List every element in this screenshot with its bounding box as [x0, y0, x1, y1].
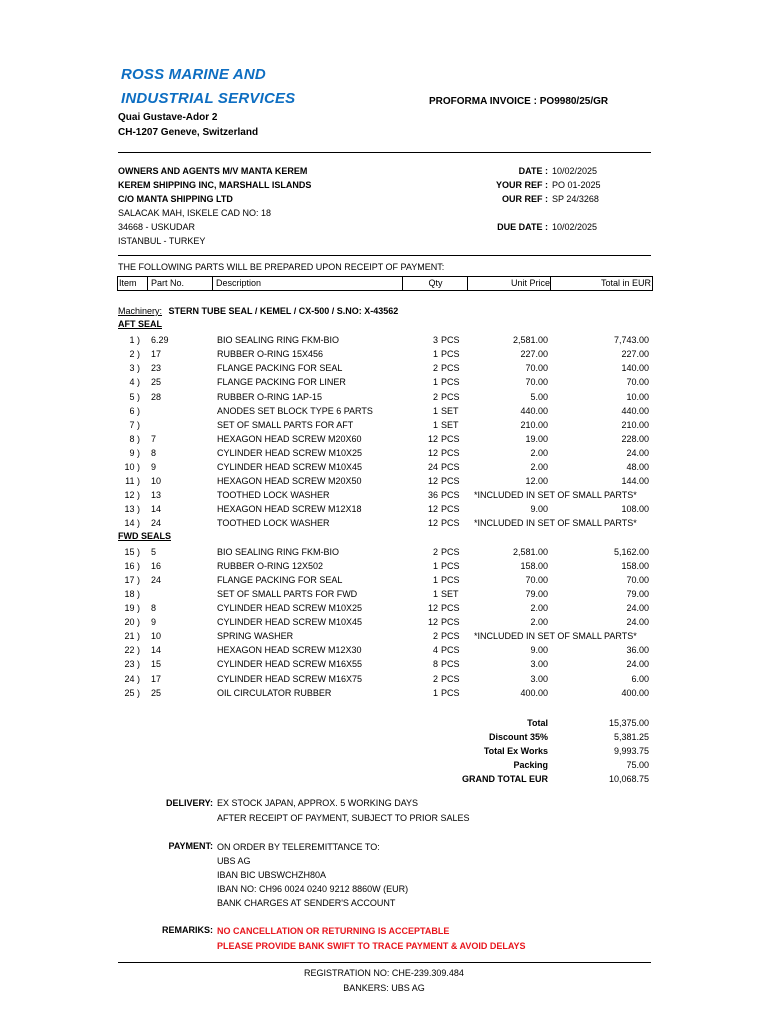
- item-number: 24 ): [124, 674, 140, 684]
- recipient-line2: KEREM SHIPPING INC, MARSHALL ISLANDS: [118, 180, 312, 190]
- item-quantity: 2: [432, 363, 438, 373]
- item-number: 25 ): [124, 688, 140, 698]
- item-note: *INCLUDED IN SET OF SMALL PARTS*: [474, 490, 637, 500]
- item-description: BIO SEALING RING FKM-BIO: [217, 335, 340, 345]
- remarks-label: REMARIKS:: [162, 925, 213, 935]
- our-ref-label: OUR REF :: [502, 194, 548, 204]
- item-quantity: 2: [432, 547, 438, 557]
- part-number: 17: [151, 674, 162, 684]
- item-description: OIL CIRCULATOR RUBBER: [217, 688, 332, 698]
- item-unit-price: 5.00: [530, 392, 548, 402]
- totals-value: 5,381.25: [613, 732, 649, 742]
- item-total: 70.00: [626, 575, 649, 585]
- item-quantity: 2: [432, 631, 438, 641]
- recipient-line6: ISTANBUL - TURKEY: [118, 236, 206, 246]
- item-number: 21 ): [124, 631, 140, 641]
- item-number: 8 ): [129, 434, 140, 444]
- item-total: 24.00: [626, 617, 649, 627]
- footer-divider: [118, 962, 651, 963]
- item-description: HEXAGON HEAD SCREW M12X30: [217, 645, 362, 655]
- totals-value: 9,993.75: [613, 746, 649, 756]
- payment-line1: ON ORDER BY TELEREMITTANCE TO:: [217, 842, 380, 852]
- item-quantity: 12: [427, 448, 438, 458]
- table-row: [0, 686, 768, 700]
- item-number: 14 ): [124, 518, 140, 528]
- table-row: [0, 432, 768, 446]
- part-number: 15: [151, 659, 162, 669]
- item-number: 2 ): [129, 349, 140, 359]
- part-number: 24: [151, 518, 162, 528]
- item-description: BIO SEALING RING FKM-BIO: [217, 547, 340, 557]
- table-row: [0, 573, 768, 587]
- item-description: RUBBER O-RING 15X456: [217, 349, 324, 359]
- item-unit: PCS: [441, 561, 460, 571]
- item-total: 10.00: [626, 392, 649, 402]
- table-row: [0, 404, 768, 418]
- company-address-line2: CH-1207 Geneve, Switzerland: [118, 127, 259, 138]
- item-number: 9 ): [129, 448, 140, 458]
- item-total: 70.00: [626, 377, 649, 387]
- item-unit-price: 2.00: [530, 617, 548, 627]
- table-row: [0, 333, 768, 347]
- item-unit: SET: [441, 406, 459, 416]
- part-number: 16: [151, 561, 162, 571]
- item-unit-price: 70.00: [525, 377, 548, 387]
- item-description: HEXAGON HEAD SCREW M20X50: [217, 476, 362, 486]
- item-number: 16 ): [124, 561, 140, 571]
- item-number: 17 ): [124, 575, 140, 585]
- delivery-line2: AFTER RECEIPT OF PAYMENT, SUBJECT TO PRIOR SALES: [217, 813, 470, 823]
- item-number: 10 ): [124, 462, 140, 472]
- table-row: [0, 488, 768, 502]
- item-description: CYLINDER HEAD SCREW M16X55: [217, 659, 363, 669]
- table-row: [0, 516, 768, 530]
- totals-label: Total Ex Works: [483, 746, 548, 756]
- item-unit: PCS: [441, 434, 460, 444]
- item-quantity: 4: [432, 645, 438, 655]
- table-row: [0, 601, 768, 615]
- item-unit: SET: [441, 589, 459, 599]
- item-description: SET OF SMALL PARTS FOR AFT: [217, 420, 354, 430]
- delivery-line1: EX STOCK JAPAN, APPROX. 5 WORKING DAYS: [217, 798, 419, 808]
- item-total: 140.00: [621, 363, 649, 373]
- part-number: 6.29: [151, 335, 169, 345]
- item-description: RUBBER O-RING 12X502: [217, 561, 324, 571]
- item-quantity: 36: [427, 490, 438, 500]
- table-row: [0, 615, 768, 629]
- item-description: CYLINDER HEAD SCREW M10X45: [217, 462, 363, 472]
- col-unit-price: Unit Price: [467, 277, 550, 290]
- table-row: [0, 390, 768, 404]
- table-row: [0, 375, 768, 389]
- payment-label: PAYMENT:: [168, 841, 213, 851]
- item-unit: PCS: [441, 377, 460, 387]
- item-total: 210.00: [621, 420, 649, 430]
- item-unit: PCS: [441, 335, 460, 345]
- part-number: 25: [151, 688, 162, 698]
- item-total: 400.00: [621, 688, 649, 698]
- recipient-divider: [118, 255, 651, 256]
- item-unit: PCS: [441, 476, 460, 486]
- table-row: [0, 657, 768, 671]
- item-total: 24.00: [626, 448, 649, 458]
- payment-line2: UBS AG: [217, 856, 251, 866]
- machinery-line: [118, 306, 398, 316]
- item-unit: PCS: [441, 518, 460, 528]
- item-unit-price: 400.00: [520, 688, 548, 698]
- item-unit: PCS: [441, 575, 460, 585]
- item-description: CYLINDER HEAD SCREW M16X75: [217, 674, 363, 684]
- item-total: 79.00: [626, 589, 649, 599]
- item-quantity: 12: [427, 476, 438, 486]
- item-description: CYLINDER HEAD SCREW M10X25: [217, 448, 363, 458]
- item-unit-price: 3.00: [530, 674, 548, 684]
- item-unit: PCS: [441, 603, 460, 613]
- item-unit-price: 2,581.00: [512, 547, 548, 557]
- table-row: [0, 474, 768, 488]
- item-unit-price: 2.00: [530, 603, 548, 613]
- item-unit: PCS: [441, 688, 460, 698]
- machinery-value: STERN TUBE SEAL / KEMEL / CX-500 / S.NO: X-43562: [168, 306, 399, 316]
- item-unit: SET: [441, 420, 459, 430]
- item-unit: PCS: [441, 462, 460, 472]
- item-description: SET OF SMALL PARTS FOR FWD: [217, 589, 358, 599]
- part-number: 23: [151, 363, 162, 373]
- part-number: 5: [151, 547, 157, 557]
- item-unit: PCS: [441, 674, 460, 684]
- col-part: Part No.: [147, 277, 184, 290]
- recipient-line3: C/O MANTA SHIPPING LTD: [118, 194, 233, 204]
- item-total: 227.00: [621, 349, 649, 359]
- item-unit-price: 70.00: [525, 575, 548, 585]
- item-unit: PCS: [441, 659, 460, 669]
- item-unit: PCS: [441, 547, 460, 557]
- item-total: 440.00: [621, 406, 649, 416]
- remarks-line1: NO CANCELLATION OR RETURNING IS ACCEPTABLE: [217, 926, 450, 936]
- item-total: 24.00: [626, 659, 649, 669]
- table-row: [0, 460, 768, 474]
- table-row: [0, 629, 768, 643]
- item-unit-price: 12.00: [525, 476, 548, 486]
- item-total: 36.00: [626, 645, 649, 655]
- part-number: 9: [151, 462, 157, 472]
- table-row: [0, 587, 768, 601]
- table-row: [0, 446, 768, 460]
- table-row: [0, 361, 768, 375]
- invoice-title: PROFORMA INVOICE : PO9980/25/GR: [429, 96, 609, 107]
- item-number: 19 ): [124, 603, 140, 613]
- part-number: 10: [151, 631, 162, 641]
- part-number: 14: [151, 645, 162, 655]
- item-total: 108.00: [621, 504, 649, 514]
- totals-label: GRAND TOTAL EUR: [461, 774, 548, 784]
- item-unit-price: 70.00: [525, 363, 548, 373]
- item-description: FLANGE PACKING FOR SEAL: [217, 575, 343, 585]
- part-number: 17: [151, 349, 162, 359]
- part-number: 13: [151, 490, 162, 500]
- part-number: 8: [151, 448, 157, 458]
- totals-label: Packing: [513, 760, 548, 770]
- recipient-line1: OWNERS AND AGENTS M/V MANTA KEREM: [118, 166, 308, 176]
- item-description: ANODES SET BLOCK TYPE 6 PARTS: [217, 406, 373, 416]
- header-divider: [118, 152, 651, 153]
- item-total: 5,162.00: [613, 547, 649, 557]
- item-description: RUBBER O-RING 1AP-15: [217, 392, 323, 402]
- machinery-label: Machinery:: [118, 306, 163, 316]
- due-date-label: DUE DATE :: [497, 222, 548, 232]
- item-unit-price: 9.00: [530, 645, 548, 655]
- table-row: [0, 545, 768, 559]
- company-name-line1: ROSS MARINE AND: [121, 66, 266, 83]
- part-number: 25: [151, 377, 162, 387]
- item-quantity: 12: [427, 504, 438, 514]
- col-qty: Qty: [402, 277, 468, 290]
- item-quantity: 2: [432, 392, 438, 402]
- item-total: 158.00: [621, 561, 649, 571]
- item-unit-price: 210.00: [520, 420, 548, 430]
- section-title: AFT SEAL: [118, 319, 162, 329]
- item-quantity: 1: [432, 561, 438, 571]
- item-unit: PCS: [441, 363, 460, 373]
- recipient-line4: SALACAK MAH, ISKELE CAD NO: 18: [118, 208, 272, 218]
- our-ref-value: SP 24/3268: [552, 194, 599, 204]
- table-row: [0, 672, 768, 686]
- item-number: 6 ): [129, 406, 140, 416]
- item-unit-price: 227.00: [520, 349, 548, 359]
- item-description: HEXAGON HEAD SCREW M12X18: [217, 504, 362, 514]
- part-number: 24: [151, 575, 162, 585]
- item-description: TOOTHED LOCK WASHER: [217, 518, 330, 528]
- item-quantity: 1: [432, 688, 438, 698]
- payment-line4: IBAN NO: CH96 0024 0240 9212 8860W (EUR): [217, 884, 409, 894]
- table-row: [0, 502, 768, 516]
- item-description: FLANGE PACKING FOR SEAL: [217, 363, 343, 373]
- item-quantity: 1: [432, 420, 438, 430]
- totals-value: 10,068.75: [608, 774, 649, 784]
- item-unit: PCS: [441, 392, 460, 402]
- company-address-line1: Quai Gustave-Ador 2: [118, 112, 218, 123]
- part-number: 10: [151, 476, 162, 486]
- item-number: 7 ): [129, 420, 140, 430]
- table-row: [0, 347, 768, 361]
- due-date-value: 10/02/2025: [552, 222, 598, 232]
- item-unit-price: 3.00: [530, 659, 548, 669]
- item-unit: PCS: [441, 448, 460, 458]
- item-number: 20 ): [124, 617, 140, 627]
- item-quantity: 3: [432, 335, 438, 345]
- payment-line5: BANK CHARGES AT SENDER'S ACCOUNT: [217, 898, 396, 908]
- item-quantity: 12: [427, 617, 438, 627]
- col-desc: Description: [212, 277, 261, 290]
- item-number: 12 ): [124, 490, 140, 500]
- item-number: 13 ): [124, 504, 140, 514]
- item-number: 4 ): [129, 377, 140, 387]
- part-number: 9: [151, 617, 157, 627]
- item-unit-price: 2,581.00: [512, 335, 548, 345]
- date-label: DATE :: [518, 166, 548, 176]
- table-row: [0, 418, 768, 432]
- item-number: 5 ): [129, 392, 140, 402]
- item-description: CYLINDER HEAD SCREW M10X25: [217, 603, 363, 613]
- item-unit: PCS: [441, 631, 460, 641]
- item-number: 11 ): [125, 476, 140, 486]
- item-quantity: 1: [432, 589, 438, 599]
- item-number: 3 ): [129, 363, 140, 373]
- table-row: [0, 559, 768, 573]
- item-unit: PCS: [441, 349, 460, 359]
- remarks-line2: PLEASE PROVIDE BANK SWIFT TO TRACE PAYMENT & AVOID DELAYS: [217, 941, 526, 951]
- part-number: 14: [151, 504, 162, 514]
- item-quantity: 8: [432, 659, 438, 669]
- item-unit: PCS: [441, 490, 460, 500]
- item-description: CYLINDER HEAD SCREW M10X45: [217, 617, 363, 627]
- item-unit-price: 19.00: [525, 434, 548, 444]
- part-number: 8: [151, 603, 157, 613]
- your-ref-value: PO 01-2025: [552, 180, 601, 190]
- item-number: 22 ): [124, 645, 140, 655]
- item-unit-price: 9.00: [530, 504, 548, 514]
- table-row: [0, 643, 768, 657]
- item-quantity: 12: [427, 434, 438, 444]
- item-note: *INCLUDED IN SET OF SMALL PARTS*: [474, 518, 637, 528]
- item-total: 228.00: [621, 434, 649, 444]
- recipient-line5: 34668 - USKUDAR: [118, 222, 196, 232]
- item-unit: PCS: [441, 504, 460, 514]
- delivery-label: DELIVERY:: [165, 798, 213, 808]
- section-title: FWD SEALS: [118, 531, 171, 541]
- item-quantity: 1: [432, 349, 438, 359]
- date-value: 10/02/2025: [552, 166, 598, 176]
- item-quantity: 2: [432, 674, 438, 684]
- item-quantity: 1: [432, 575, 438, 585]
- item-unit: PCS: [441, 645, 460, 655]
- item-quantity: 1: [432, 377, 438, 387]
- item-quantity: 12: [427, 518, 438, 528]
- item-number: 15 ): [124, 547, 140, 557]
- item-number: 23 ): [124, 659, 140, 669]
- item-unit-price: 440.00: [520, 406, 548, 416]
- item-unit-price: 158.00: [520, 561, 548, 571]
- item-description: HEXAGON HEAD SCREW M20X60: [217, 434, 362, 444]
- item-total: 6.00: [631, 674, 649, 684]
- item-total: 144.00: [621, 476, 649, 486]
- part-number: 7: [151, 434, 157, 444]
- your-ref-label: YOUR REF :: [495, 180, 548, 190]
- item-quantity: 1: [432, 406, 438, 416]
- totals-value: 75.00: [626, 760, 649, 770]
- item-quantity: 12: [427, 603, 438, 613]
- totals-label: Discount 35%: [488, 732, 548, 742]
- bankers: BANKERS: UBS AG: [343, 983, 425, 993]
- item-description: FLANGE PACKING FOR LINER: [217, 377, 346, 387]
- item-unit-price: 2.00: [530, 462, 548, 472]
- totals-value: 15,375.00: [608, 718, 649, 728]
- item-note: *INCLUDED IN SET OF SMALL PARTS*: [474, 631, 637, 641]
- intro-text: THE FOLLOWING PARTS WILL BE PREPARED UPON RECEIPT OF PAYMENT:: [118, 262, 445, 272]
- item-total: 7,743.00: [613, 335, 649, 345]
- col-total: Total in EUR: [550, 277, 651, 290]
- payment-line3: IBAN BIC UBSWCHZH80A: [217, 870, 327, 880]
- item-number: 1 ): [129, 335, 140, 345]
- registration-number: REGISTRATION NO: CHE-239.309.484: [304, 968, 464, 978]
- item-quantity: 24: [427, 462, 438, 472]
- item-total: 24.00: [626, 603, 649, 613]
- item-unit-price: 2.00: [530, 448, 548, 458]
- company-name-line2: INDUSTRIAL SERVICES: [121, 90, 296, 107]
- item-total: 48.00: [626, 462, 649, 472]
- col-item: Item: [119, 278, 137, 288]
- totals-label: Total: [527, 718, 548, 728]
- item-description: SPRING WASHER: [217, 631, 294, 641]
- item-number: 18 ): [124, 589, 140, 599]
- part-number: 28: [151, 392, 162, 402]
- item-unit-price: 79.00: [525, 589, 548, 599]
- item-description: TOOTHED LOCK WASHER: [217, 490, 330, 500]
- table-header: [117, 276, 653, 291]
- item-unit: PCS: [441, 617, 460, 627]
